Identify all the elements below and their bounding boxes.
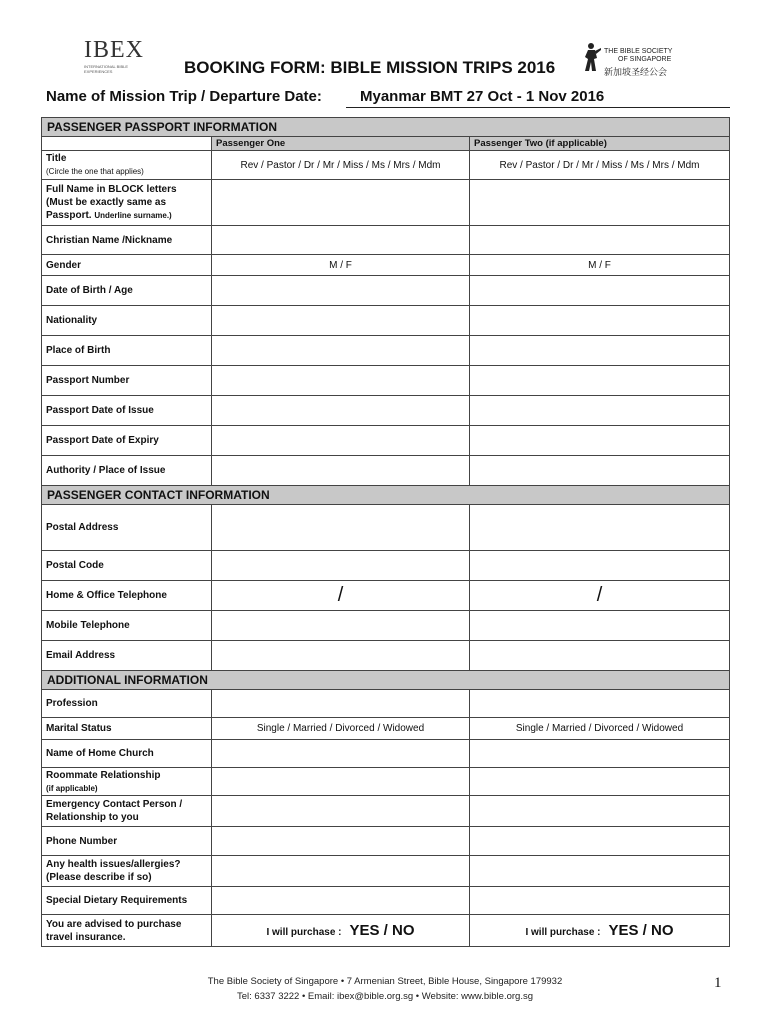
row-label-mobile: Mobile Telephone (42, 611, 212, 641)
table-row (42, 505, 730, 551)
dietary-passenger-two-field[interactable] (470, 887, 730, 915)
column-header-passenger-one: Passenger One (212, 137, 470, 151)
table-row (42, 740, 730, 768)
page-number: 1 (714, 975, 722, 991)
postal-code-passenger-one-field[interactable] (212, 551, 470, 581)
emergency-passenger-two-field[interactable] (470, 796, 730, 827)
passport-issue-passenger-one-field[interactable] (212, 396, 470, 426)
trip-value-field[interactable]: Myanmar BMT 27 Oct - 1 Nov 2016 (346, 86, 730, 108)
christian-name-passenger-one-field[interactable] (212, 226, 470, 255)
yes-no-option[interactable]: YES / NO (608, 922, 674, 939)
table-row (42, 611, 730, 641)
church-passenger-two-field[interactable] (470, 740, 730, 768)
place-of-birth-passenger-one-field[interactable] (212, 336, 470, 366)
telephone-passenger-one-field[interactable] (212, 581, 470, 611)
church-passenger-one-field[interactable] (212, 740, 470, 768)
authority-passenger-one-field[interactable] (212, 456, 470, 486)
health-passenger-two-field[interactable] (470, 856, 730, 887)
table-row (42, 796, 730, 827)
phone-passenger-one-field[interactable] (212, 827, 470, 856)
row-label-phone: Phone Number (42, 827, 212, 856)
table-row (42, 306, 730, 336)
column-header-row (42, 137, 730, 151)
row-label-health: Any health issues/allergies? (Please describe if so) (42, 856, 212, 887)
mobile-passenger-one-field[interactable] (212, 611, 470, 641)
passport-number-passenger-one-field[interactable] (212, 366, 470, 396)
row-label-telephone: Home & Office Telephone (42, 581, 212, 611)
marital-passenger-two[interactable]: Single / Married / Divorced / Widowed (470, 718, 730, 740)
row-label-gender: Gender (42, 255, 212, 276)
footer-address: The Bible Society of Singapore • 7 Armenian Street, Bible House, Singapore 179932 (207, 976, 563, 987)
full-name-passenger-one-field[interactable] (212, 180, 470, 226)
health-passenger-one-field[interactable] (212, 856, 470, 887)
table-row (42, 180, 730, 226)
dietary-passenger-one-field[interactable] (212, 887, 470, 915)
yes-no-option[interactable]: YES / NO (349, 922, 415, 939)
row-label-roommate: Roommate Relationship (if applicable) (42, 768, 212, 796)
title-options-passenger-two[interactable]: Rev / Pastor / Dr / Mr / Miss / Ms / Mrs / Mdm (470, 151, 730, 180)
insurance-passenger-one[interactable]: I will purchase : YES / NO (212, 915, 470, 947)
telephone-passenger-two-field[interactable] (470, 581, 730, 611)
section-header-contact: PASSENGER CONTACT INFORMATION (42, 486, 730, 505)
table-row (42, 255, 730, 276)
row-label-passport-issue: Passport Date of Issue (42, 396, 212, 426)
postal-address-passenger-one-field[interactable] (212, 505, 470, 551)
table-row (42, 226, 730, 255)
row-label-email: Email Address (42, 641, 212, 671)
dob-passenger-one-field[interactable] (212, 276, 470, 306)
row-label-emergency: Emergency Contact Person / Relationship to you (42, 796, 212, 827)
row-label-dietary: Special Dietary Requirements (42, 887, 212, 915)
christian-name-passenger-two-field[interactable] (470, 226, 730, 255)
row-label-christian-name: Christian Name /Nickname (42, 226, 212, 255)
marital-passenger-one[interactable]: Single / Married / Divorced / Widowed (212, 718, 470, 740)
booking-form-table (41, 117, 730, 947)
email-passenger-one-field[interactable] (212, 641, 470, 671)
roommate-passenger-one-field[interactable] (212, 768, 470, 796)
row-label-insurance: You are advised to purchase travel insurance. (42, 915, 212, 947)
row-label-marital: Marital Status (42, 718, 212, 740)
sower-figure-icon (582, 42, 602, 72)
column-header-passenger-two: Passenger Two (if applicable) (470, 137, 730, 151)
full-name-passenger-two-field[interactable] (470, 180, 730, 226)
bible-society-logo: THE BIBLE SOCIETY OF SINGAPORE 新加坡圣经公会 (582, 40, 692, 76)
passport-expiry-passenger-two-field[interactable] (470, 426, 730, 456)
trip-row (46, 86, 730, 110)
table-row (42, 551, 730, 581)
nationality-passenger-two-field[interactable] (470, 306, 730, 336)
table-row (42, 768, 730, 796)
table-row (42, 336, 730, 366)
title-options-passenger-one[interactable]: Rev / Pastor / Dr / Mr / Miss / Ms / Mrs / Mdm (212, 151, 470, 180)
passport-number-passenger-two-field[interactable] (470, 366, 730, 396)
row-label-church: Name of Home Church (42, 740, 212, 768)
trip-label: Name of Mission Trip / Departure Date: (46, 88, 322, 105)
table-row (42, 915, 730, 947)
nationality-passenger-one-field[interactable] (212, 306, 470, 336)
dob-passenger-two-field[interactable] (470, 276, 730, 306)
row-label-postal-address: Postal Address (42, 505, 212, 551)
table-row (42, 718, 730, 740)
gender-passenger-one[interactable]: M / F (212, 255, 470, 276)
postal-code-passenger-two-field[interactable] (470, 551, 730, 581)
phone-passenger-two-field[interactable] (470, 827, 730, 856)
row-label-profession: Profession (42, 690, 212, 718)
table-row (42, 426, 730, 456)
profession-passenger-one-field[interactable] (212, 690, 470, 718)
table-row (42, 456, 730, 486)
table-row (42, 151, 730, 180)
section-header-passport: PASSENGER PASSPORT INFORMATION (42, 118, 730, 137)
passport-issue-passenger-two-field[interactable] (470, 396, 730, 426)
telephone-separator: / (337, 584, 344, 606)
row-label-passport-number: Passport Number (42, 366, 212, 396)
table-row (42, 641, 730, 671)
table-row (42, 396, 730, 426)
row-label-place-of-birth: Place of Birth (42, 336, 212, 366)
telephone-separator: / (596, 584, 603, 606)
insurance-passenger-two[interactable]: I will purchase : YES / NO (470, 915, 730, 947)
gender-passenger-two[interactable]: M / F (470, 255, 730, 276)
row-label-dob: Date of Birth / Age (42, 276, 212, 306)
ibex-logo: IBEX INTERNATIONAL BIBLE EXPERIENCES (84, 37, 144, 74)
table-row (42, 581, 730, 611)
mobile-passenger-two-field[interactable] (470, 611, 730, 641)
footer-contact: Tel: 6337 3222 • Email: ibex@bible.org.sg • Website: www.bible.org.sg (237, 991, 533, 1002)
passport-expiry-passenger-one-field[interactable] (212, 426, 470, 456)
postal-address-passenger-two-field[interactable] (470, 505, 730, 551)
row-label-full-name: Full Name in BLOCK letters (Must be exactly same as Passport. Underline surname.) (42, 180, 212, 226)
row-label-nationality: Nationality (42, 306, 212, 336)
table-row (42, 366, 730, 396)
authority-passenger-two-field[interactable] (470, 456, 730, 486)
emergency-passenger-one-field[interactable] (212, 796, 470, 827)
section-header-additional: ADDITIONAL INFORMATION (42, 671, 730, 690)
row-label-authority: Authority / Place of Issue (42, 456, 212, 486)
table-row (42, 887, 730, 915)
page-footer (0, 974, 770, 1004)
email-passenger-two-field[interactable] (470, 641, 730, 671)
profession-passenger-two-field[interactable] (470, 690, 730, 718)
form-title: BOOKING FORM: BIBLE MISSION TRIPS 2016 (184, 58, 556, 77)
table-row (42, 690, 730, 718)
row-label-passport-expiry: Passport Date of Expiry (42, 426, 212, 456)
row-label-title: Title (Circle the one that applies) (42, 151, 212, 180)
table-row (42, 856, 730, 887)
place-of-birth-passenger-two-field[interactable] (470, 336, 730, 366)
table-row (42, 827, 730, 856)
roommate-passenger-two-field[interactable] (470, 768, 730, 796)
table-row (42, 276, 730, 306)
row-label-postal-code: Postal Code (42, 551, 212, 581)
